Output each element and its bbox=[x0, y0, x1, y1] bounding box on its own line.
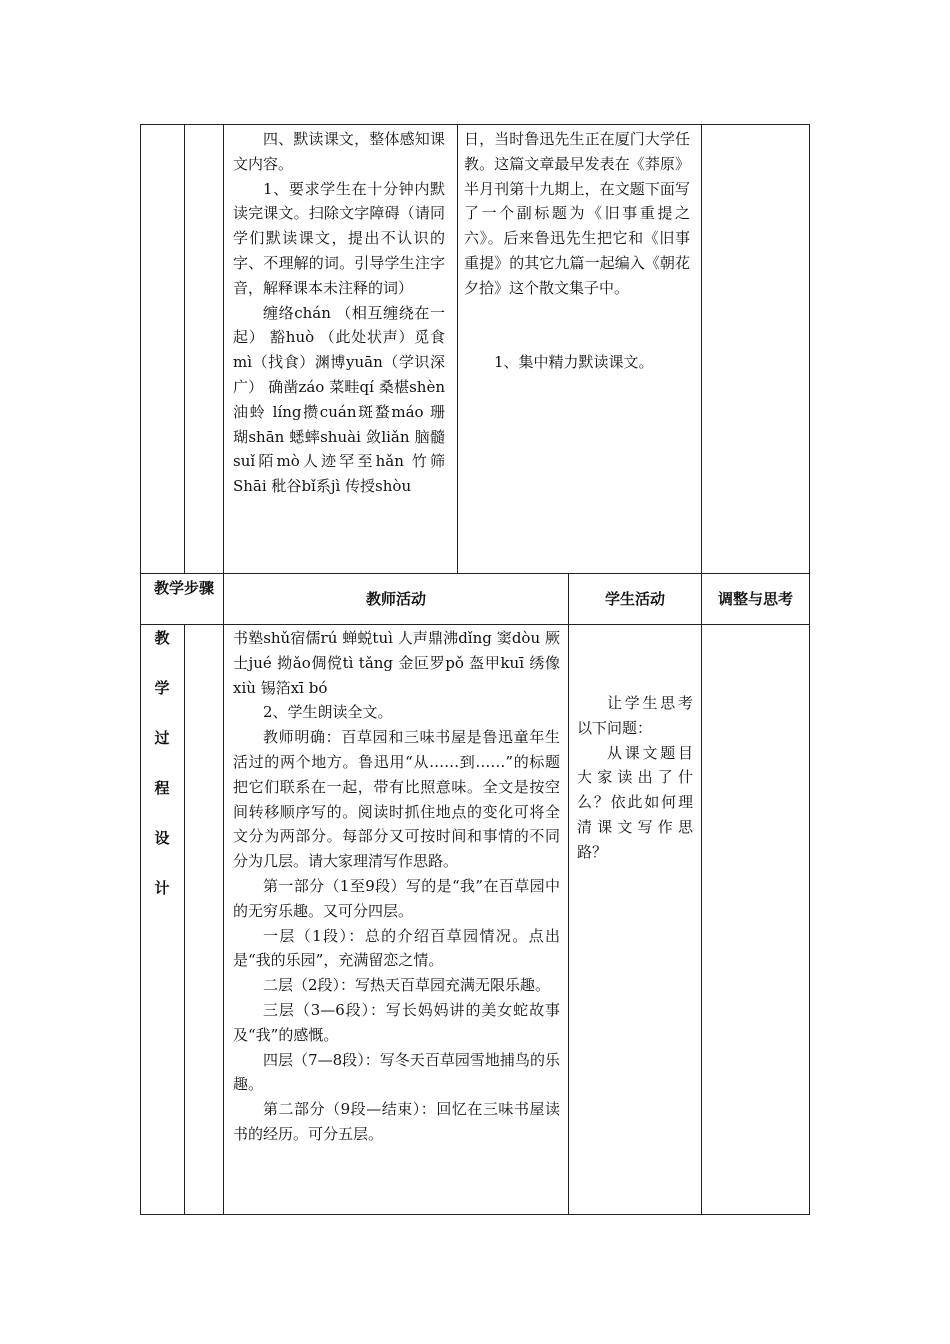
read-aloud-task: 2、学生朗读全文。 bbox=[263, 703, 393, 722]
student-prompt: 让学生思考以下问题： bbox=[577, 694, 693, 737]
inner-divider-1 bbox=[184, 124, 185, 573]
side-char: 计 bbox=[154, 879, 170, 897]
inner-divider-1b bbox=[184, 624, 185, 1214]
student-task: 1、集中精力默读课文。 bbox=[494, 352, 654, 371]
bottom-student-activity bbox=[577, 691, 693, 865]
vocabulary-list: 缠络chán （相互缠绕在一起） 豁huò （此处状声）觅食mì（找食）渊博yuān（学识深广） 确凿záo 菜畦qí 桑椹shèn 油蛉 líng攒cuán斑蝥máo 珊瑚shān 蟋蟀shuài 敛liǎn 脑髓suǐ陌mò人迹罕至hǎn 竹筛Shāi 秕谷bǐ系jì 传授shòu bbox=[233, 303, 445, 496]
vocabulary-list-continued: 书塾shǔ宿儒rú 蝉蜕tuì 人声鼎沸dǐng 窦dòu 厥士jué 拗ǎo倜傥tì tǎng 金叵罗pǒ 盔甲kuī 绣像xiù 锡箔xī bó bbox=[233, 629, 560, 697]
teacher-column-divider-top bbox=[457, 124, 458, 573]
header-adjust-reflect: 调整与思考 bbox=[717, 590, 793, 608]
background-note: 日，当时鲁迅先生正在厦门大学任教。这篇文章最早发表在《莽原》半月刊第十九期上，在文题下面写了一个副标题为《旧事重提之六》。后来鲁迅先生把它和《旧事重提》的其它九篇一起编入《朝花夕拾》这个散文集子中。 bbox=[464, 130, 690, 297]
table-top-border bbox=[140, 124, 810, 125]
adjust-column-divider bbox=[701, 124, 702, 1215]
header-teacher-activity: 教师活动 bbox=[365, 590, 426, 608]
side-char: 程 bbox=[154, 779, 170, 797]
header-student-activity: 学生活动 bbox=[604, 590, 665, 608]
layer-two: 二层（2段）：写热天百草园充满无限乐趣。 bbox=[263, 976, 551, 995]
header-top-border bbox=[140, 573, 810, 574]
top-student-activity bbox=[464, 127, 690, 374]
part-two-summary: 第二部分（9段—结束）：回忆在三味书屋读书的经历。可分五层。 bbox=[233, 1100, 560, 1143]
part-one-summary: 第一部分（1至9段）写的是“我”在百草园中的无穷乐趣。又可分四层。 bbox=[233, 876, 560, 920]
side-char: 设 bbox=[154, 829, 170, 847]
side-char: 教 bbox=[154, 629, 170, 647]
layer-one: 一层（1段）：总的介绍百草园情况。点出是“我的乐园”，充满留恋之情。 bbox=[233, 926, 560, 970]
layer-four: 四层（7—8段）：写冬天百草园雪地捕鸟的乐趣。 bbox=[233, 1050, 560, 1094]
step-column-divider bbox=[223, 124, 224, 1215]
layer-three: 三层（3—6段）：写长妈妈讲的美女蛇故事及“我”的感慨。 bbox=[233, 1000, 560, 1044]
top-teacher-activity bbox=[233, 127, 445, 499]
header-step: 教学步骤 bbox=[154, 579, 215, 597]
table-bottom-border bbox=[140, 1214, 810, 1215]
header-bottom-border bbox=[140, 624, 810, 625]
section-four-heading: 四、默读课文，整体感知课文内容。 bbox=[233, 130, 445, 173]
silent-reading-instruction: 1、要求学生在十分钟内默读完课文。扫除文字障碍（请同学们默读课文，提出不认识的字、不理解的词。引导学生注字音，解释课本未注释的词） bbox=[233, 179, 445, 297]
side-char: 学 bbox=[154, 679, 170, 697]
table-left-border bbox=[140, 124, 141, 1215]
table-right-border bbox=[809, 124, 810, 1215]
teacher-explanation: 教师明确：百草园和三味书屋是鲁迅童年生活过的两个地方。鲁迅用“从……到……”的标题把它们联系在一起，带有比照意味。全文是按空间转移顺序写的。阅读时抓住地点的变化可将全文分为两部分。每部分又可按时间和事情的不同分为几层。请大家理清写作思路。 bbox=[233, 728, 560, 871]
student-question: 从课文题目大家读出了什么？依此如何理清课文写作思路？ bbox=[577, 743, 693, 861]
bottom-teacher-activity bbox=[233, 626, 560, 1147]
student-column-divider bbox=[568, 573, 569, 1215]
teaching-process-label bbox=[147, 626, 177, 926]
side-char: 过 bbox=[154, 729, 170, 747]
